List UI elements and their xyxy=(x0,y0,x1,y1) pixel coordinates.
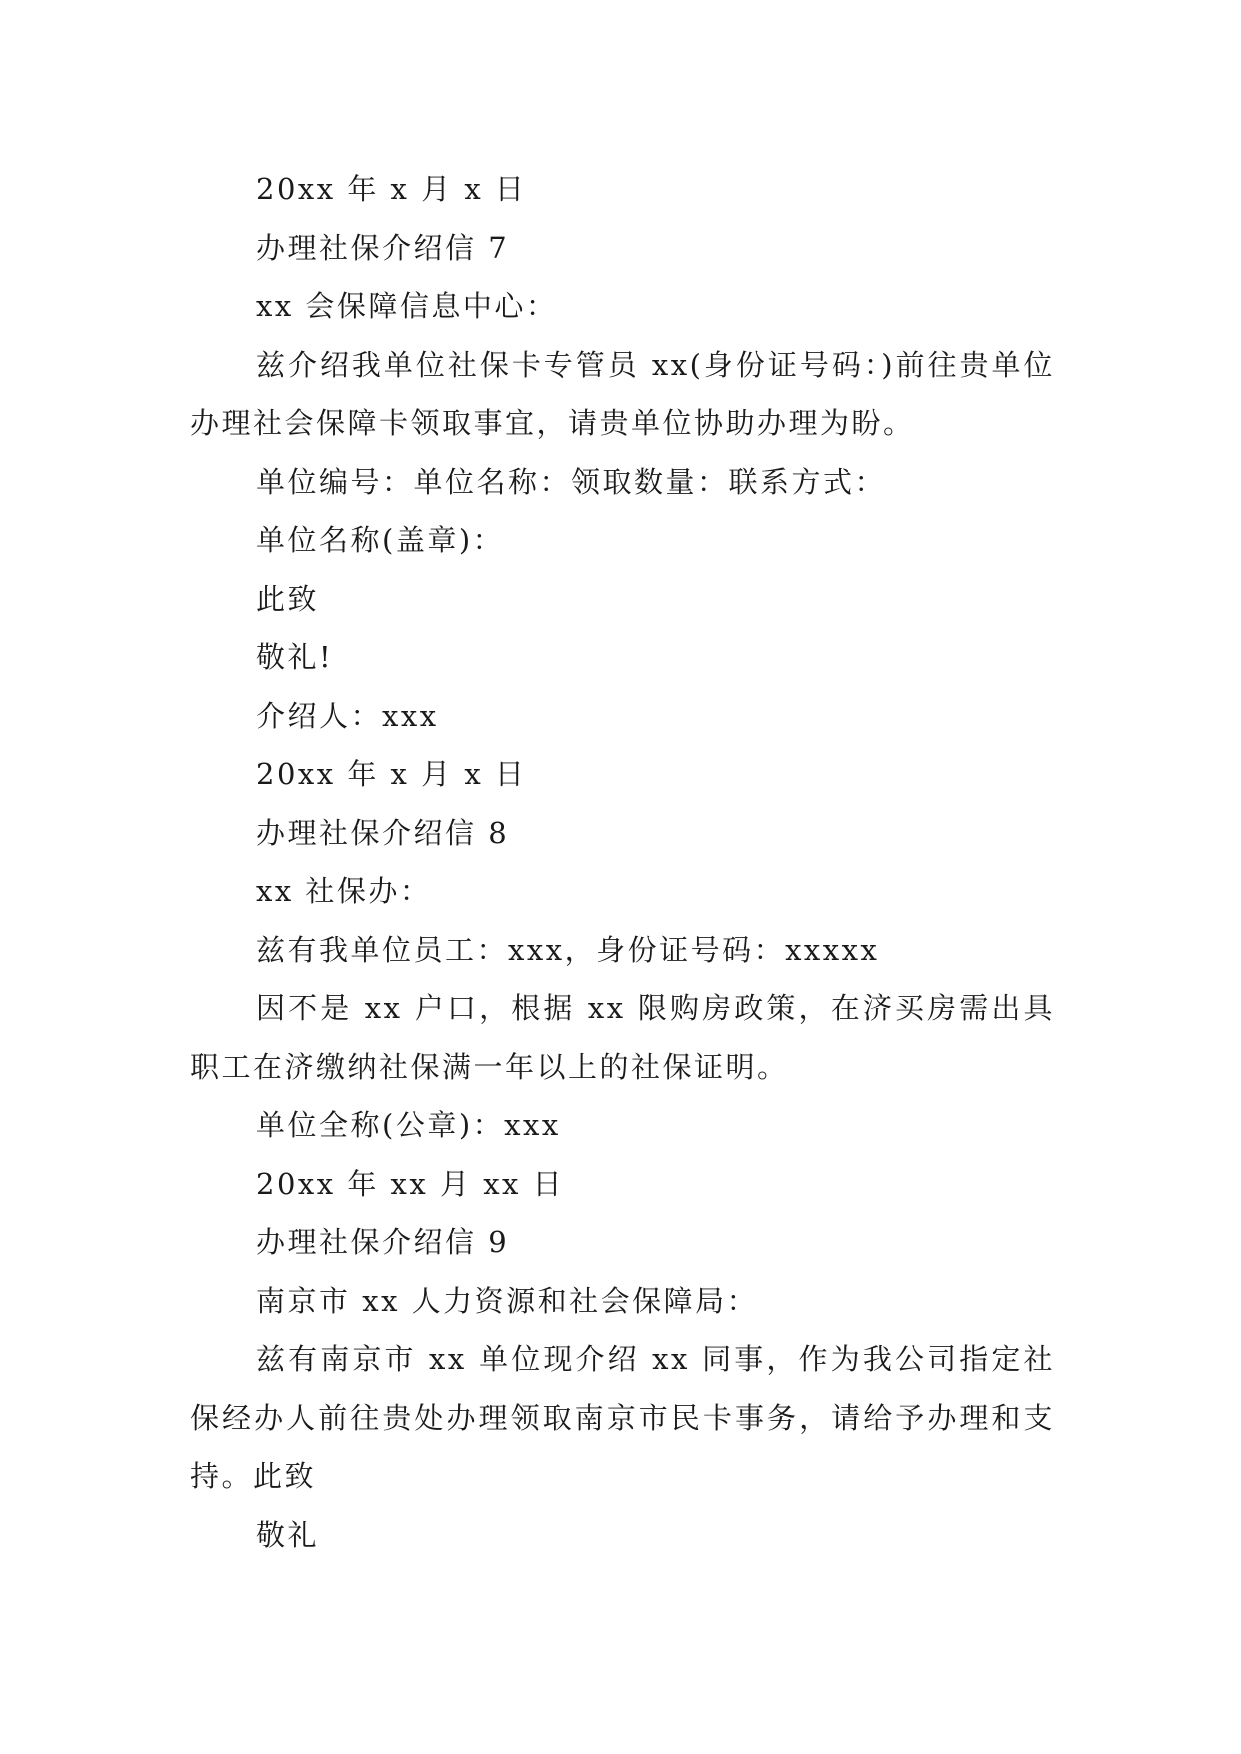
date-line: 20xx 年 x 月 x 日 xyxy=(256,172,527,206)
recipient-line: xx 社保办： xyxy=(256,874,432,908)
closing-line: 此致 xyxy=(256,581,320,616)
unit-info-line: 单位编号：单位名称：领取数量：联系方式： xyxy=(256,464,887,499)
document-body xyxy=(190,160,1055,1564)
recipient-line: 南京市 xx 人力资源和社会保障局： xyxy=(256,1283,759,1318)
letter-heading-8: 办理社保介绍信 8 xyxy=(256,815,510,850)
body-paragraph: 兹介绍我单位社保卡专管员 xx(身份证号码：)前往贵单位办理社会保障卡领取事宜，请贵单位协助办理为盼。 xyxy=(190,347,1055,440)
letter-heading-7: 办理社保介绍信 7 xyxy=(256,230,510,265)
seal-line: 单位名称(盖章)： xyxy=(256,523,505,557)
letter-heading-9: 办理社保介绍信 9 xyxy=(256,1225,510,1259)
introducer-line: 介绍人：xxx xyxy=(256,698,439,733)
salutation-line: 敬礼! xyxy=(256,640,334,674)
body-paragraph: 兹有南京市 xx 单位现介绍 xx 同事，作为我公司指定社保经办人前往贵处办理领取南京市民卡事务，请给予办理和支持。此致 xyxy=(190,1342,1055,1493)
salutation-line: 敬礼 xyxy=(256,1517,320,1552)
recipient-line: xx 会保障信息中心： xyxy=(256,289,558,323)
employee-line: 兹有我单位员工：xxx，身份证号码：xxxxx xyxy=(256,932,880,967)
body-paragraph: 因不是 xx 户口，根据 xx 限购房政策，在济买房需出具职工在济缴纳社保满一年以上的社保证明。 xyxy=(190,991,1055,1084)
date-line: 20xx 年 x 月 x 日 xyxy=(256,757,527,791)
seal-line: 单位全称(公章)：xxx xyxy=(256,1108,561,1142)
date-line: 20xx 年 xx 月 xx 日 xyxy=(256,1166,565,1201)
